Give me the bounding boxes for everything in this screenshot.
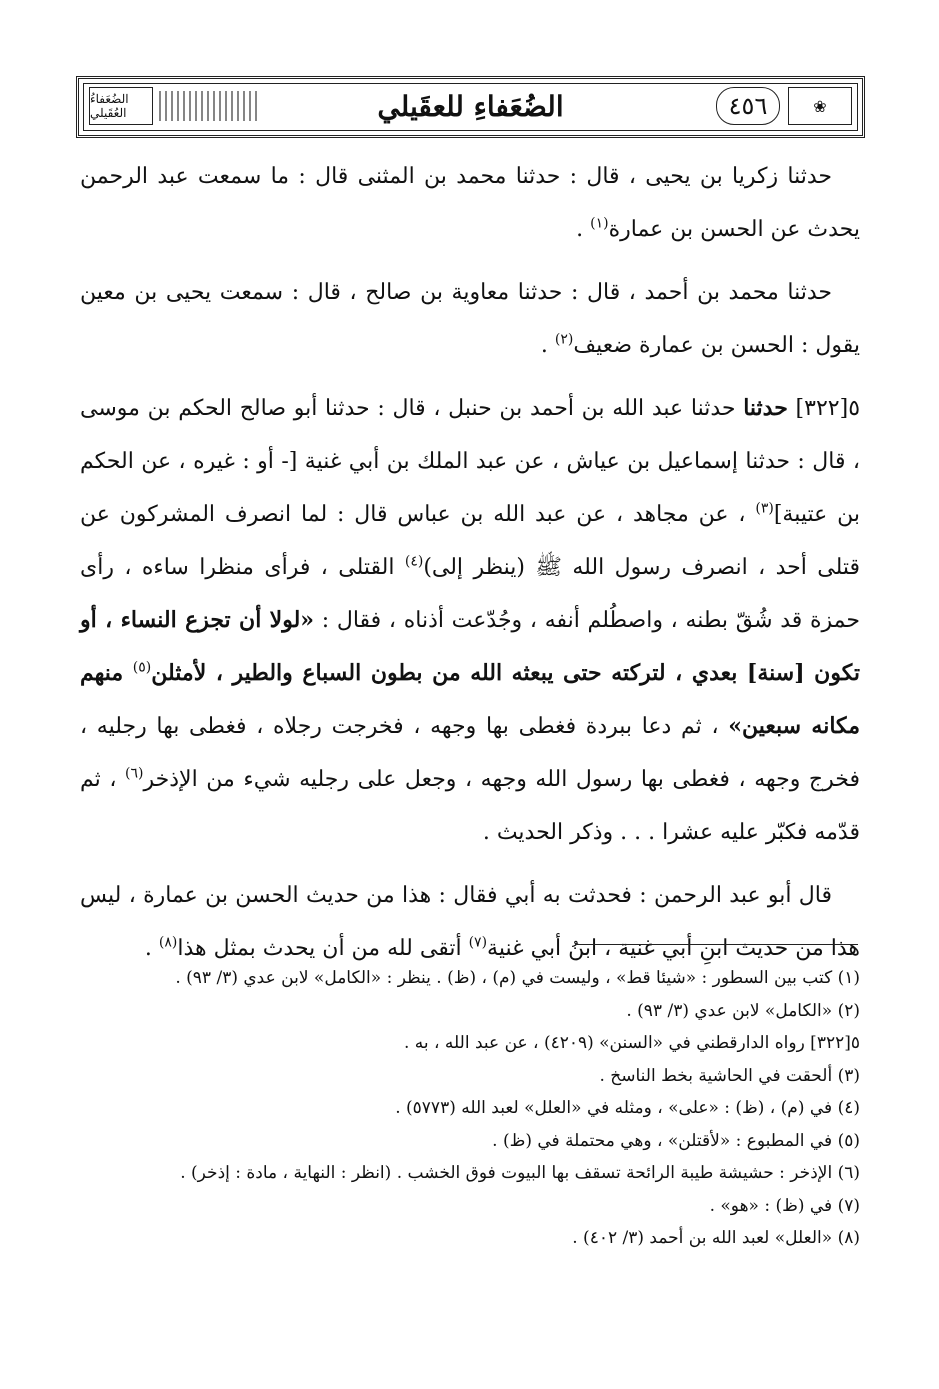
paragraph-2: حدثنا محمد بن أحمد ، قال : حدثنا معاوية بن صالح ، قال : سمعت يحيى بن معين يقول : الحسن بن عمارة ضعيف$^{(٢)}$ .	[80, 280, 860, 358]
header-ornament-right	[788, 87, 852, 125]
prophetic-quote: «لولا أن تجزع النساء ، أو تكون [سنة] بعدي ، لتركته حتى يبعثه الله من بطون السباع والطير ، لأمثلن	[80, 607, 860, 686]
paragraph-4: قال أبو عبد الرحمن : فحدثت به أبي فقال : هذا من حديث الحسن بن عمارة ، ليس هذا من حديث ابنِ أبي غنية ، ابنُ أبي غنية$^{(٧)}$ أتقى لله من أن يحدث بمثل هذا$^{(٨)}$ .	[80, 883, 860, 961]
header-ornament-left	[159, 91, 259, 121]
footnote-4: (٤) في (م) ، (ظ) : «على» ، ومثله في «العلل» لعبد الله (٥٧٧٣) .	[395, 1098, 860, 1118]
footnote-ref-6: (٦)	[125, 765, 144, 782]
book-title: الضُعَفاءِ للعقَيلي	[377, 89, 564, 123]
footnote-ref-3: (٣)	[755, 500, 774, 517]
footnote-ref-1: (١)	[590, 215, 609, 232]
running-header	[76, 76, 865, 138]
footnote-separator	[575, 944, 858, 945]
page-number-box	[716, 87, 780, 125]
header-emblem	[89, 87, 153, 125]
footnote-ref-5: (٥)	[132, 659, 152, 676]
paragraph-3: ٥[٣٢٢] حدثنا حدثنا عبد الله بن أحمد بن حنبل ، قال : حدثنا أبو صالح الحكم بن موسى ، قال : حدثنا إسماعيل بن عياش ، عن عبد الملك بن أبي غنية [- أو : غيره ، عن الحكم بن عتيبة]$^{(٣)}$ ، عن مجاهد ، عن عبد الله بن عباس قال : لما انصرف المشركون عن قتلى أحد ، انصرف رسول الله ﷺ (ينظر إلى)$^{(٤)}$ القتلى ، فرأى منظرا ساءه ، رأى حمزة قد شُقّ بطنه ، واصطُلم أنفه ، وجُدّعت أذناه ، فقال : «لولا أن تجزع النساء ، أو تكون [سنة] بعدي ، لتركته حتى يبعثه الله من بطون السباع والطير ، لأمثلن$^{(٥)}$ منهم مكانه سبعين» ، ثم دعا ببردة فغطى بها وجهه ، فخرجت رجلاه ، فغطى بها رجليه ، فخرج وجهه ، فغطى بها رسول الله وجهه ، وجعل على رجليه شيء من الإذخر$^{(٦)}$ ، ثم قدّمه فكبّر عليه عشرا . . . وذكر الحديث .	[80, 395, 861, 845]
footnote-ref-2: (٢)	[554, 331, 574, 348]
footnote-1: (١) كتب بين السطور : «شيئا قط» ، وليست في (م) ، (ظ) . ينظر : «الكامل» لابن عدي (٣/ ٩٣) .	[175, 968, 860, 988]
page-number: ٤٥٦	[728, 92, 768, 120]
footnote-3: (٣) ألحقت في الحاشية بخط الناسخ .	[599, 1065, 860, 1086]
header-emblem-text: الضُعَفاءُ العُقَيلي	[90, 92, 129, 120]
main-text	[80, 150, 860, 985]
paragraph-1: حدثنا زكريا بن يحيى ، قال : حدثنا محمد بن المثنى قال : ما سمعت عبد الرحمن يحدث عن الحسن بن عمارة$^{(١)}$ .	[80, 164, 860, 242]
footnote-6: (٦) الإذخر : حشيشة طيبة الرائحة تسقف بها البيوت فوق الخشب . (انظر : النهاية ، مادة : إذخر) .	[180, 1163, 860, 1183]
footnote-ref-8: (٨)	[158, 934, 178, 951]
ornament-icon: ❀	[813, 96, 827, 116]
footnote-ref-4: (٤)	[404, 553, 424, 570]
hadith-verb: حدثنا	[743, 395, 788, 421]
footnote-8: (٨) «العلل» لعبد الله بن أحمد (٣/ ٤٠٢) .	[572, 1228, 860, 1248]
footnote-hadith-322: ٥[٣٢٢] رواه الدارقطني في «السنن» (٤٢٠٩) ، عن عبد الله ، به .	[403, 1033, 860, 1053]
header-title	[269, 87, 672, 125]
hadith-number: ٥[٣٢٢]	[787, 396, 861, 421]
footnotes	[80, 962, 860, 1255]
footnote-ref-7: (٧)	[468, 934, 488, 951]
footnote-2: (٢) «الكامل» لابن عدي (٣/ ٩٣) .	[626, 1000, 860, 1021]
footnote-7: (٧) في (ظ) : «هو» .	[709, 1195, 860, 1216]
footnote-5: (٥) في المطبوع : «لأقتلن» ، وهي محتملة في (ظ) .	[492, 1130, 860, 1151]
